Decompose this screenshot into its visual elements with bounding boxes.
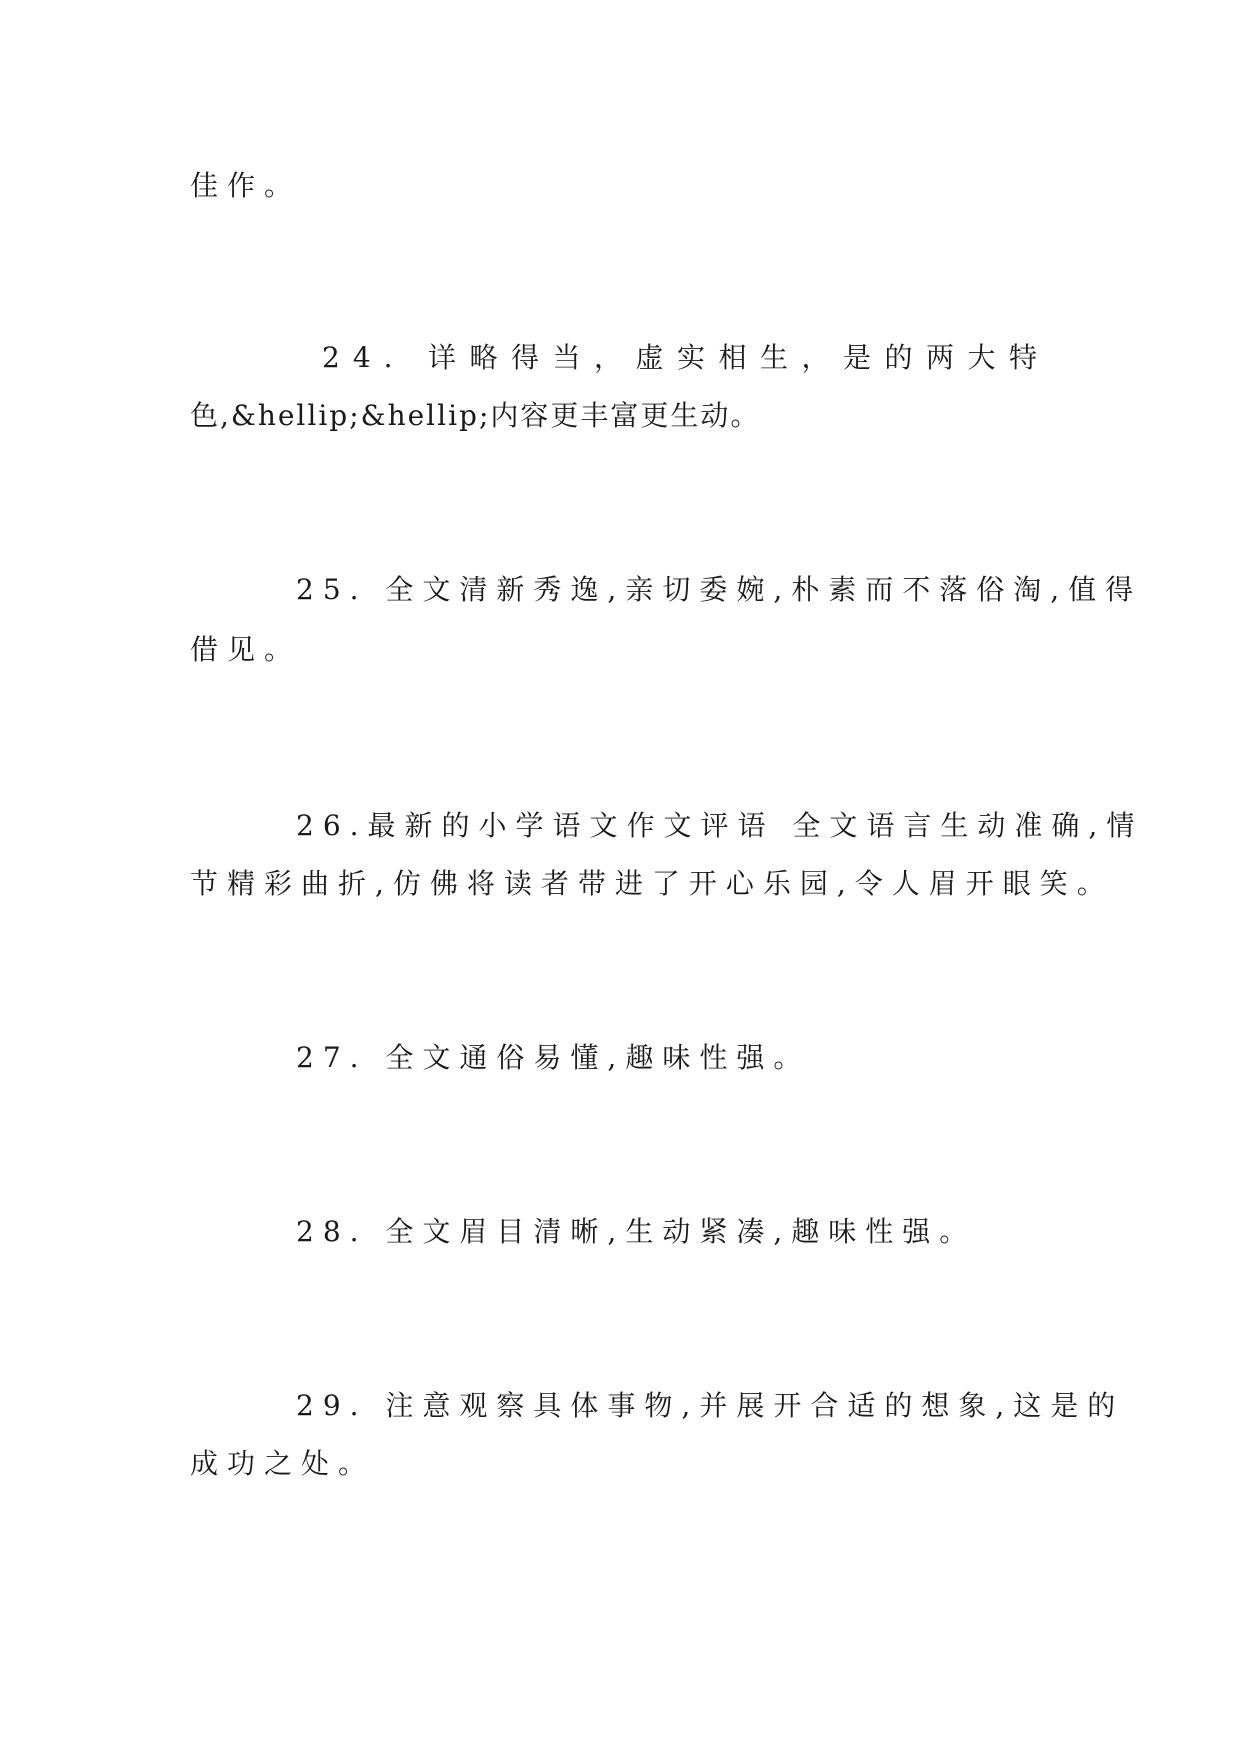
paragraph-28: 28. 全文眉目清晰,生动紧凑,趣味性强。 [296, 1215, 977, 1248]
paragraph-27: 27. 全文通俗易懂,趣味性强。 [296, 1041, 811, 1074]
paragraph-29-line-2: 成功之处。 [190, 1447, 376, 1480]
paragraph-29-line-1: 29. 注意观察具体事物,并展开合适的想象,这是的 [296, 1389, 1125, 1422]
paragraph-26-line-2: 节精彩曲折,仿佛将读者带进了开心乐园,令人眉开眼笑。 [190, 867, 1114, 900]
paragraph-26-line-1: 26.最新的小学语文作文评语 全文语言生动准确,情 [296, 809, 1144, 842]
paragraph-23-line-2: 佳作。 [190, 169, 302, 202]
paragraph-24-line-2: 色,&hellip;&hellip;内容更丰富更生动。 [190, 399, 761, 432]
paragraph-25-line-2: 借见。 [190, 633, 302, 666]
paragraph-24-line-1: 24. 详略得当，虚实相生，是的两大特 [322, 341, 1050, 374]
paragraph-25-line-1: 25. 全文清新秀逸,亲切委婉,朴素而不落俗淘,值得 [296, 573, 1143, 606]
